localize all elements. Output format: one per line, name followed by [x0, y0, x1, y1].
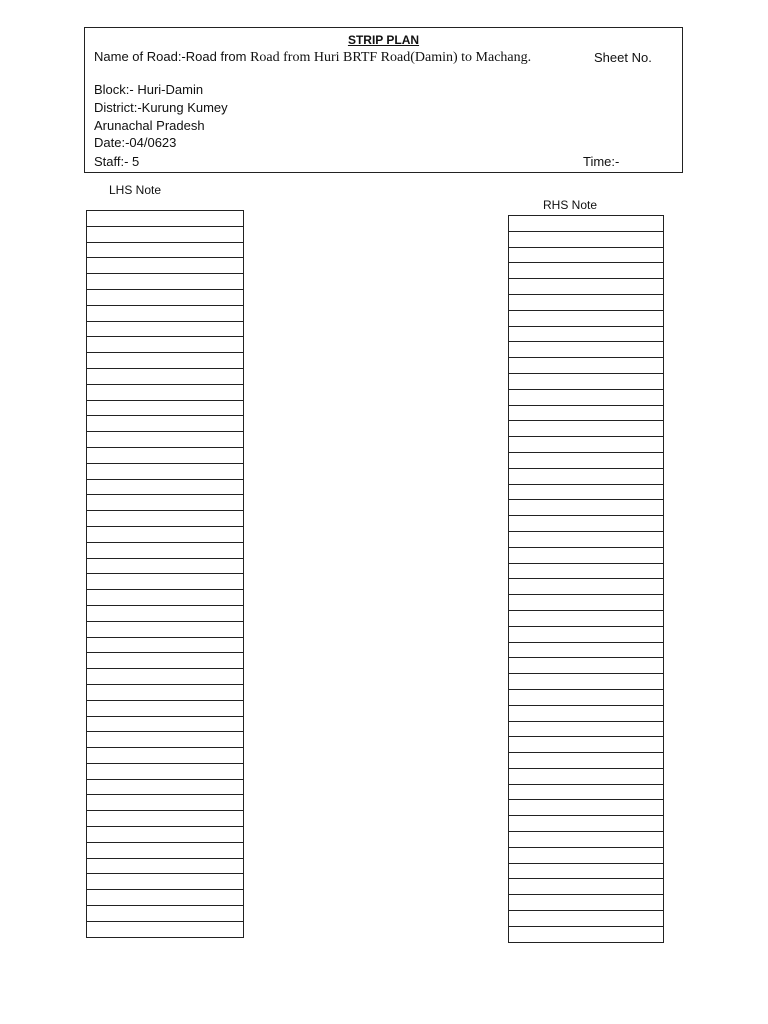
rhs-note-row	[509, 216, 664, 232]
lhs-note-cell	[87, 621, 244, 637]
rhs-note-row	[509, 279, 664, 295]
rhs-note-row	[509, 721, 664, 737]
lhs-note-cell	[87, 242, 244, 258]
rhs-note-label: RHS Note	[543, 198, 598, 212]
lhs-note-row	[87, 258, 244, 274]
rhs-note-cell	[509, 705, 664, 721]
rhs-note-cell	[509, 753, 664, 769]
lhs-note-row	[87, 416, 244, 432]
rhs-note-row	[509, 421, 664, 437]
rhs-note-cell	[509, 389, 664, 405]
lhs-note-row	[87, 716, 244, 732]
lhs-note-row	[87, 447, 244, 463]
lhs-note-cell	[87, 511, 244, 527]
lhs-note-row	[87, 748, 244, 764]
rhs-note-row	[509, 626, 664, 642]
lhs-note-cell	[87, 842, 244, 858]
rhs-note-row	[509, 484, 664, 500]
district-line: District:-Kurung Kumey	[94, 100, 228, 115]
lhs-note-row	[87, 763, 244, 779]
lhs-note-cell	[87, 384, 244, 400]
rhs-note-cell	[509, 595, 664, 611]
rhs-note-cell	[509, 768, 664, 784]
rhs-note-cell	[509, 658, 664, 674]
rhs-note-row	[509, 895, 664, 911]
lhs-note-cell	[87, 321, 244, 337]
rhs-note-row	[509, 753, 664, 769]
lhs-note-row	[87, 321, 244, 337]
rhs-note-row	[509, 800, 664, 816]
date-line: Date:-04/0623	[94, 135, 177, 150]
lhs-note-cell	[87, 748, 244, 764]
lhs-note-cell	[87, 274, 244, 290]
rhs-note-cell	[509, 579, 664, 595]
lhs-note-row	[87, 384, 244, 400]
lhs-note-row	[87, 858, 244, 874]
rhs-note-row	[509, 816, 664, 832]
rhs-note-row	[509, 547, 664, 563]
lhs-note-cell	[87, 906, 244, 922]
rhs-note-row	[509, 768, 664, 784]
sheet-no-label: Sheet No.	[594, 50, 652, 65]
lhs-note-cell	[87, 858, 244, 874]
rhs-note-row	[509, 373, 664, 389]
lhs-note-row	[87, 305, 244, 321]
rhs-note-cell	[509, 452, 664, 468]
lhs-note-row	[87, 779, 244, 795]
rhs-note-cell	[509, 816, 664, 832]
rhs-note-row	[509, 468, 664, 484]
rhs-note-cell	[509, 247, 664, 263]
rhs-note-cell	[509, 626, 664, 642]
rhs-note-row	[509, 263, 664, 279]
lhs-note-row	[87, 479, 244, 495]
rhs-note-cell	[509, 847, 664, 863]
lhs-note-cell	[87, 479, 244, 495]
lhs-note-cell	[87, 526, 244, 542]
lhs-note-cell	[87, 258, 244, 274]
rhs-note-cell	[509, 737, 664, 753]
rhs-note-cell	[509, 437, 664, 453]
rhs-note-cell	[509, 547, 664, 563]
rhs-note-row	[509, 610, 664, 626]
lhs-note-row	[87, 605, 244, 621]
road-label: Name of Road:-Road from	[94, 49, 251, 64]
time-label: Time:-	[583, 154, 620, 169]
rhs-note-row	[509, 705, 664, 721]
lhs-note-cell	[87, 811, 244, 827]
lhs-note-row	[87, 621, 244, 637]
lhs-note-row	[87, 874, 244, 890]
lhs-note-row	[87, 542, 244, 558]
rhs-note-row	[509, 310, 664, 326]
rhs-note-row	[509, 563, 664, 579]
lhs-note-row	[87, 684, 244, 700]
rhs-note-cell	[509, 216, 664, 232]
lhs-note-cell	[87, 827, 244, 843]
rhs-note-row	[509, 689, 664, 705]
lhs-note-cell	[87, 763, 244, 779]
lhs-note-cell	[87, 400, 244, 416]
lhs-note-row	[87, 495, 244, 511]
lhs-note-cell	[87, 669, 244, 685]
lhs-note-row	[87, 574, 244, 590]
lhs-note-row	[87, 700, 244, 716]
rhs-note-row	[509, 437, 664, 453]
rhs-note-row	[509, 405, 664, 421]
lhs-note-cell	[87, 447, 244, 463]
lhs-note-row	[87, 653, 244, 669]
rhs-note-row	[509, 674, 664, 690]
rhs-note-cell	[509, 784, 664, 800]
lhs-note-cell	[87, 732, 244, 748]
road-name: Road from Huri BRTF Road(Damin) to Machang.	[250, 50, 532, 65]
lhs-note-cell	[87, 558, 244, 574]
lhs-note-row	[87, 432, 244, 448]
rhs-note-cell	[509, 721, 664, 737]
rhs-note-row	[509, 531, 664, 547]
rhs-note-row	[509, 231, 664, 247]
lhs-note-cell	[87, 416, 244, 432]
rhs-note-row	[509, 342, 664, 358]
lhs-note-row	[87, 353, 244, 369]
rhs-note-cell	[509, 468, 664, 484]
rhs-note-row	[509, 516, 664, 532]
lhs-note-row	[87, 211, 244, 227]
rhs-note-row	[509, 389, 664, 405]
road-name-line	[94, 49, 531, 66]
rhs-note-cell	[509, 879, 664, 895]
rhs-note-cell	[509, 263, 664, 279]
block-line: Block:- Huri-Damin	[94, 82, 204, 97]
rhs-note-cell	[509, 800, 664, 816]
lhs-note-cell	[87, 653, 244, 669]
lhs-note-row	[87, 827, 244, 843]
lhs-note-row	[87, 226, 244, 242]
rhs-note-row	[509, 595, 664, 611]
state-line: Arunachal Pradesh	[94, 118, 205, 133]
lhs-note-row	[87, 811, 244, 827]
lhs-note-cell	[87, 637, 244, 653]
lhs-note-cell	[87, 574, 244, 590]
rhs-note-table	[508, 215, 664, 943]
rhs-note-row	[509, 500, 664, 516]
lhs-note-cell	[87, 432, 244, 448]
lhs-note-cell	[87, 211, 244, 227]
rhs-note-row	[509, 247, 664, 263]
rhs-note-cell	[509, 279, 664, 295]
rhs-note-cell	[509, 832, 664, 848]
lhs-note-row	[87, 463, 244, 479]
lhs-note-cell	[87, 226, 244, 242]
rhs-note-cell	[509, 342, 664, 358]
lhs-note-row	[87, 558, 244, 574]
rhs-note-cell	[509, 231, 664, 247]
lhs-note-row	[87, 400, 244, 416]
lhs-note-cell	[87, 590, 244, 606]
header-box	[84, 27, 683, 173]
rhs-note-row	[509, 326, 664, 342]
lhs-note-cell	[87, 353, 244, 369]
lhs-note-cell	[87, 716, 244, 732]
lhs-note-row	[87, 906, 244, 922]
rhs-note-cell	[509, 531, 664, 547]
lhs-note-row	[87, 337, 244, 353]
lhs-note-cell	[87, 495, 244, 511]
rhs-note-row	[509, 658, 664, 674]
lhs-note-label: LHS Note	[109, 183, 162, 197]
lhs-note-cell	[87, 779, 244, 795]
rhs-note-row	[509, 358, 664, 374]
rhs-note-row	[509, 863, 664, 879]
lhs-note-cell	[87, 305, 244, 321]
rhs-note-row	[509, 847, 664, 863]
rhs-note-cell	[509, 294, 664, 310]
rhs-note-cell	[509, 421, 664, 437]
rhs-note-row	[509, 926, 664, 942]
lhs-note-cell	[87, 289, 244, 305]
lhs-note-row	[87, 890, 244, 906]
lhs-note-cell	[87, 921, 244, 937]
rhs-note-row	[509, 452, 664, 468]
page-title: STRIP PLAN	[347, 33, 420, 47]
rhs-note-row	[509, 784, 664, 800]
rhs-note-row	[509, 294, 664, 310]
rhs-note-row	[509, 579, 664, 595]
lhs-note-row	[87, 842, 244, 858]
lhs-note-row	[87, 669, 244, 685]
rhs-note-cell	[509, 326, 664, 342]
lhs-note-row	[87, 242, 244, 258]
lhs-note-cell	[87, 890, 244, 906]
rhs-note-row	[509, 879, 664, 895]
rhs-note-cell	[509, 863, 664, 879]
lhs-note-table	[86, 210, 244, 938]
rhs-note-row	[509, 737, 664, 753]
rhs-note-cell	[509, 926, 664, 942]
lhs-note-cell	[87, 684, 244, 700]
lhs-note-cell	[87, 700, 244, 716]
lhs-note-cell	[87, 874, 244, 890]
rhs-note-cell	[509, 911, 664, 927]
rhs-note-cell	[509, 358, 664, 374]
rhs-note-row	[509, 911, 664, 927]
rhs-note-row	[509, 642, 664, 658]
staff-line: Staff:- 5	[94, 154, 140, 169]
lhs-note-cell	[87, 605, 244, 621]
rhs-note-row	[509, 832, 664, 848]
lhs-note-cell	[87, 463, 244, 479]
rhs-note-cell	[509, 610, 664, 626]
lhs-note-cell	[87, 795, 244, 811]
rhs-note-cell	[509, 895, 664, 911]
rhs-note-cell	[509, 674, 664, 690]
rhs-note-cell	[509, 516, 664, 532]
lhs-note-row	[87, 637, 244, 653]
rhs-note-cell	[509, 373, 664, 389]
lhs-note-row	[87, 274, 244, 290]
rhs-note-cell	[509, 689, 664, 705]
lhs-note-row	[87, 526, 244, 542]
lhs-note-row	[87, 289, 244, 305]
lhs-note-cell	[87, 368, 244, 384]
lhs-note-row	[87, 368, 244, 384]
rhs-note-cell	[509, 642, 664, 658]
rhs-note-cell	[509, 563, 664, 579]
lhs-note-row	[87, 732, 244, 748]
rhs-note-cell	[509, 405, 664, 421]
lhs-note-row	[87, 590, 244, 606]
lhs-note-row	[87, 511, 244, 527]
lhs-note-cell	[87, 337, 244, 353]
lhs-note-cell	[87, 542, 244, 558]
rhs-note-cell	[509, 310, 664, 326]
rhs-note-cell	[509, 484, 664, 500]
lhs-note-row	[87, 795, 244, 811]
rhs-note-cell	[509, 500, 664, 516]
lhs-note-row	[87, 921, 244, 937]
